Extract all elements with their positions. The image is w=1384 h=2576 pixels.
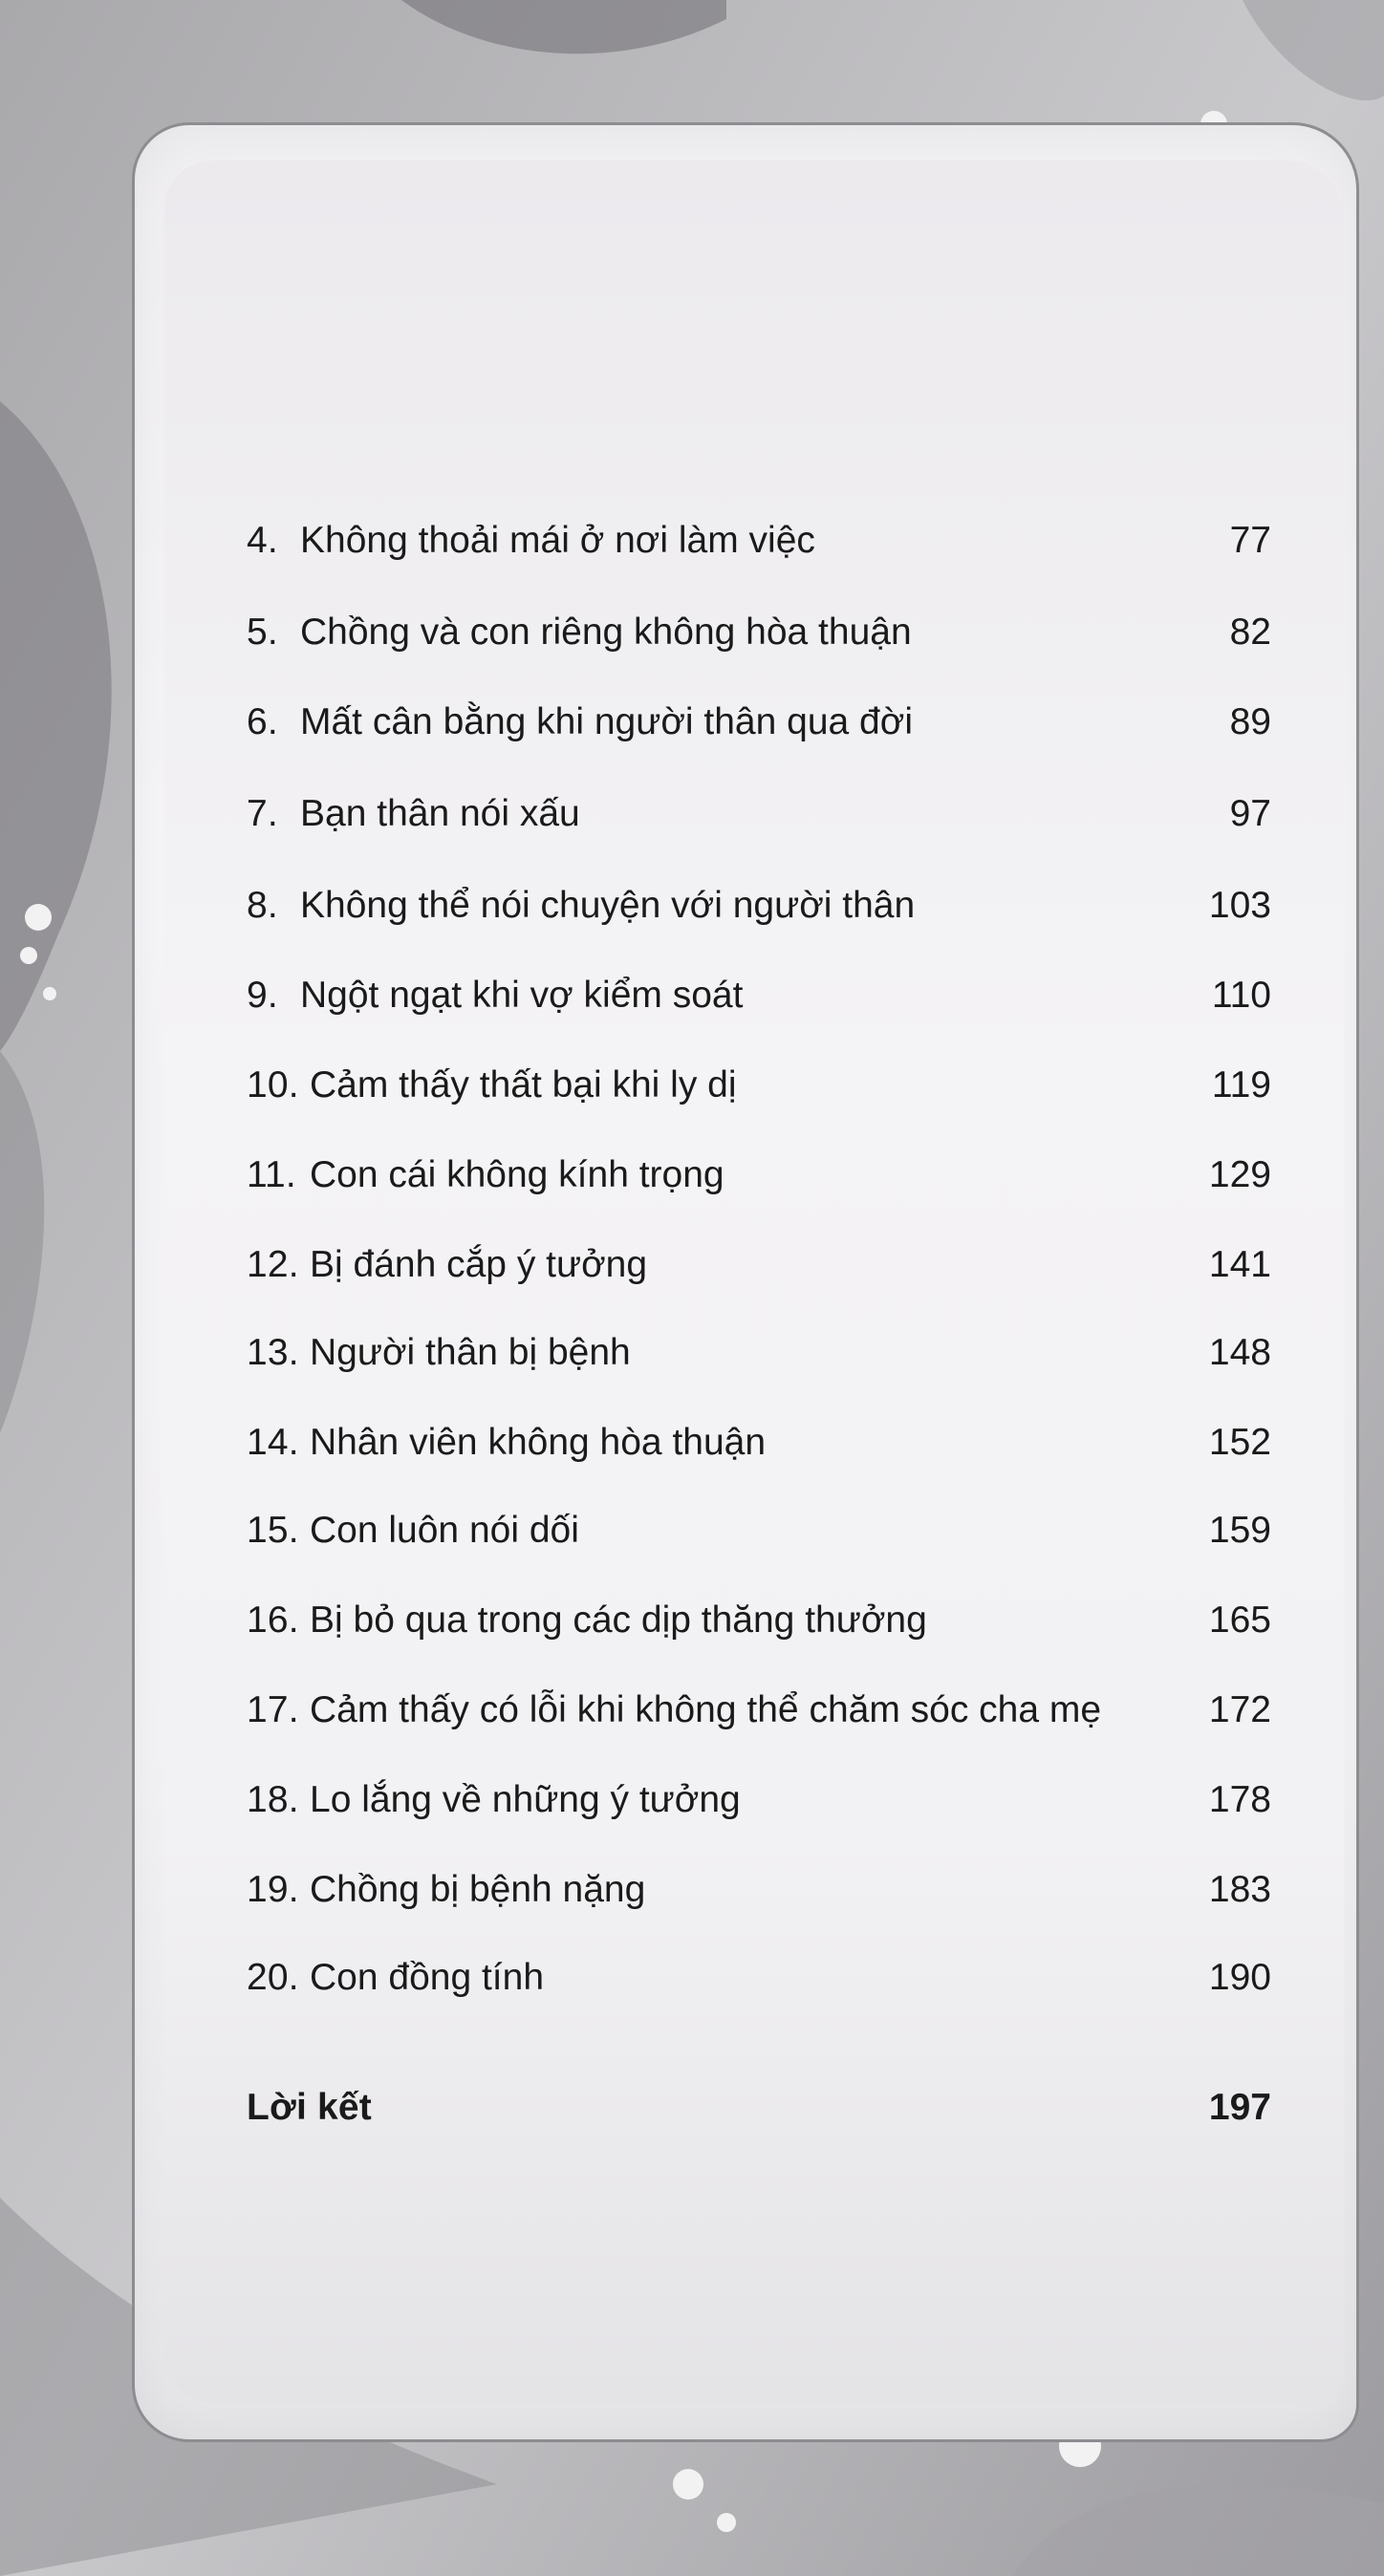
toc-entry	[247, 1940, 1271, 2016]
closing-page: 197	[1208, 2087, 1271, 2128]
toc-entry	[247, 1227, 1271, 1303]
toc-entry	[247, 1582, 1271, 1659]
toc-entry	[247, 1047, 1271, 1124]
entry-page: 190	[1208, 1957, 1271, 1998]
toc-entry	[247, 503, 1271, 579]
entry-page: 82	[1229, 612, 1271, 653]
entry-title: Con đồng tính	[310, 1957, 545, 1998]
entry-page: 97	[1229, 793, 1271, 834]
entry-page: 172	[1208, 1689, 1271, 1730]
entry-number: 17.	[247, 1689, 299, 1730]
toc-entry	[247, 684, 1271, 761]
entry-title: Không thể nói chuyện với người thân	[300, 885, 916, 926]
entry-title: Lo lắng về những ý tưởng	[310, 1779, 741, 1820]
closing-title: Lời kết	[247, 2087, 372, 2128]
entry-number: 18.	[247, 1779, 299, 1820]
entry-title: Cảm thấy thất bại khi ly dị	[310, 1064, 737, 1106]
entry-number: 11.	[247, 1154, 296, 1195]
entry-title: Mất cân bằng khi người thân qua đời	[300, 701, 913, 742]
entry-title: Con cái không kính trọng	[310, 1154, 724, 1195]
entry-number: 13.	[247, 1332, 299, 1373]
entry-page: 165	[1208, 1599, 1271, 1641]
entry-number: 5.	[247, 612, 278, 653]
entry-page: 178	[1208, 1779, 1271, 1820]
entry-title: Cảm thấy có lỗi khi không thể chăm sóc cha mẹ	[310, 1689, 1102, 1730]
entry-title: Chồng bị bệnh nặng	[310, 1869, 646, 1910]
entry-title: Bị bỏ qua trong các dịp thăng thưởng	[310, 1599, 927, 1641]
toc-entry	[247, 1405, 1271, 1481]
entry-number: 15.	[247, 1510, 299, 1551]
entry-number: 10.	[247, 1064, 299, 1106]
toc-closing-entry	[247, 2070, 1271, 2146]
entry-page: 148	[1208, 1332, 1271, 1373]
toc-entry	[247, 1315, 1271, 1391]
entry-number: 4.	[247, 520, 278, 561]
entry-title: Người thân bị bệnh	[310, 1332, 631, 1373]
entry-title: Không thoải mái ở nơi làm việc	[300, 520, 815, 561]
toc-entry	[247, 1672, 1271, 1749]
entry-number: 20.	[247, 1957, 299, 1998]
entry-page: 103	[1208, 885, 1271, 926]
entry-number: 19.	[247, 1869, 299, 1910]
entry-page: 89	[1229, 701, 1271, 742]
entry-number: 8.	[247, 885, 278, 926]
toc-entry	[247, 957, 1271, 1034]
entry-title: Nhân viên không hòa thuận	[310, 1422, 767, 1463]
toc-entry	[247, 1852, 1271, 1928]
entry-title: Bị đánh cắp ý tưởng	[310, 1244, 648, 1285]
toc-entry	[247, 1762, 1271, 1838]
entry-number: 6.	[247, 701, 278, 742]
toc-entry	[247, 1492, 1271, 1569]
entry-page: 141	[1208, 1244, 1271, 1285]
toc-entry	[247, 1137, 1271, 1213]
entry-page: 77	[1229, 520, 1271, 561]
entry-page: 183	[1208, 1869, 1271, 1910]
toc-entry	[247, 868, 1271, 944]
entry-page: 159	[1208, 1510, 1271, 1551]
entry-title: Ngột ngạt khi vợ kiểm soát	[300, 975, 744, 1016]
entry-number: 7.	[247, 793, 278, 834]
toc-entry	[247, 594, 1271, 671]
entry-title: Chồng và con riêng không hòa thuận	[300, 612, 912, 653]
entry-number: 16.	[247, 1599, 299, 1641]
entry-page: 152	[1208, 1422, 1271, 1463]
entry-page: 119	[1211, 1064, 1271, 1106]
entry-page: 129	[1208, 1154, 1271, 1195]
entry-page: 110	[1211, 975, 1271, 1016]
entry-title: Con luôn nói dối	[310, 1510, 579, 1551]
entry-number: 14.	[247, 1422, 299, 1463]
entry-number: 9.	[247, 975, 278, 1016]
toc-entry	[247, 776, 1271, 852]
entry-number: 12.	[247, 1244, 299, 1285]
entry-title: Bạn thân nói xấu	[300, 793, 580, 834]
